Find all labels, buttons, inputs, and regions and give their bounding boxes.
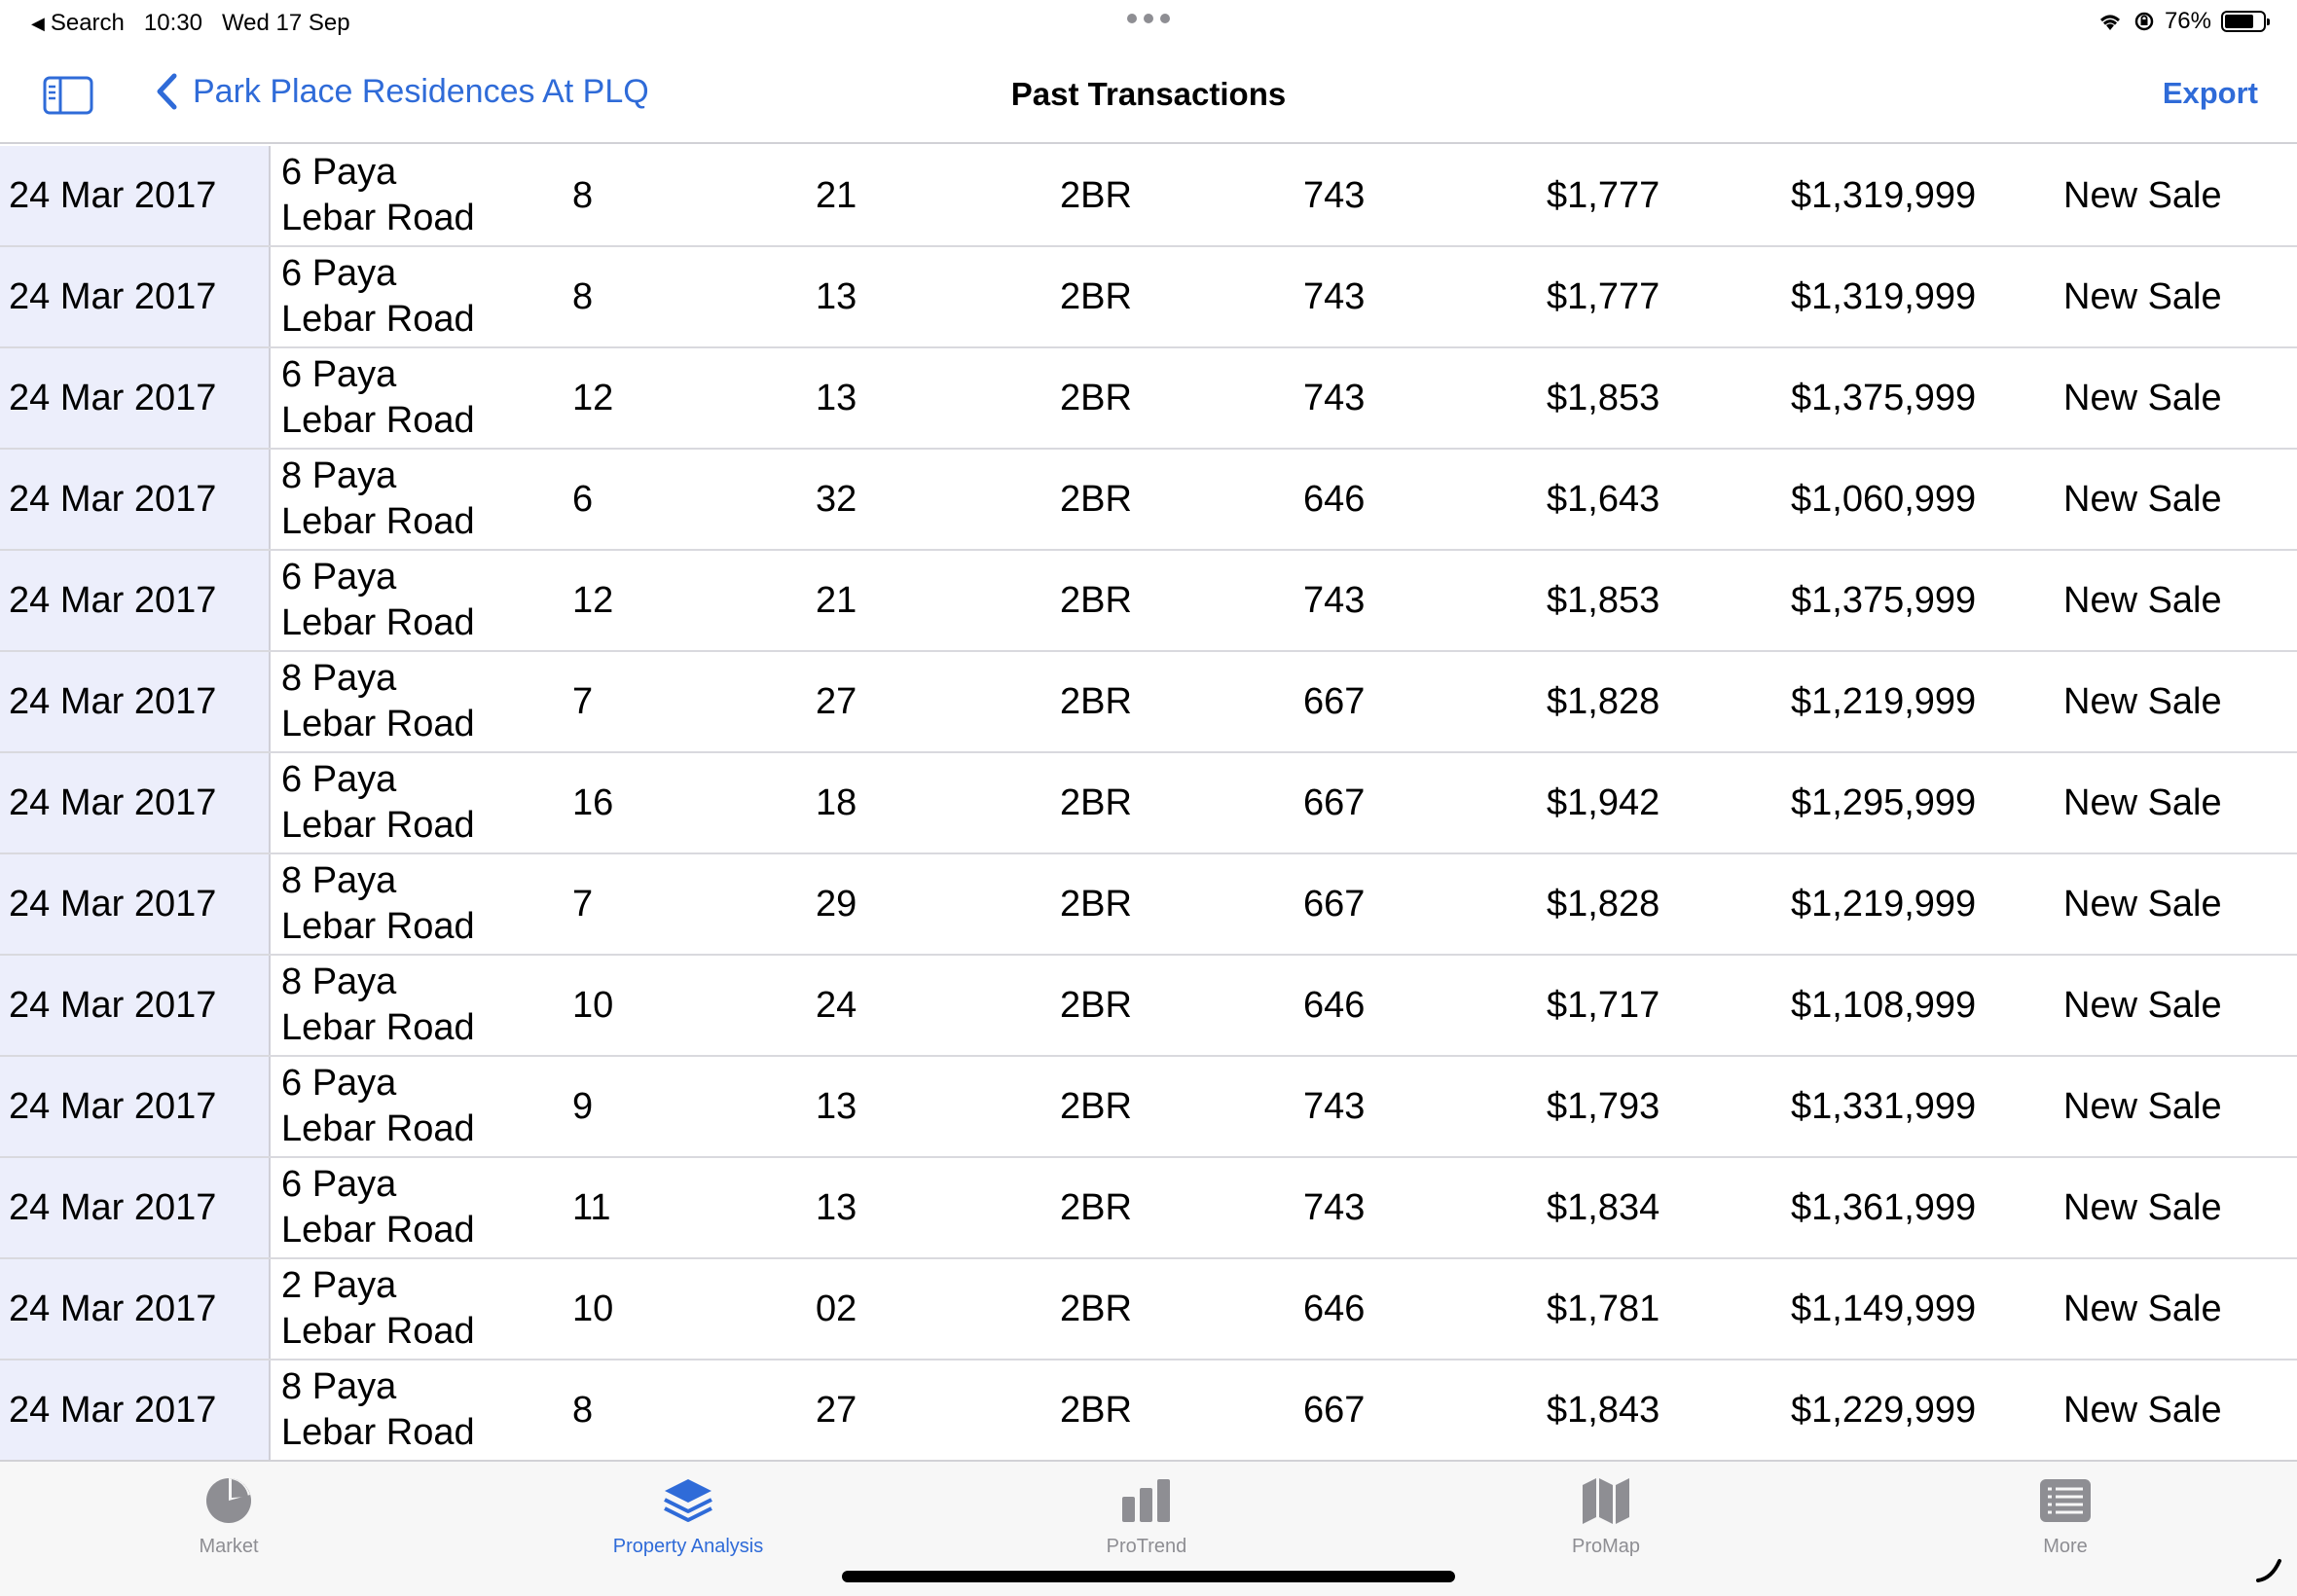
table-row[interactable] xyxy=(0,956,2297,1057)
unit-cell: 13 xyxy=(816,1186,857,1228)
price-cell: $1,375,999 xyxy=(1791,579,1977,621)
address-line-1: 6 Paya xyxy=(281,557,397,598)
address-line-2: Lebar Road xyxy=(281,906,475,947)
price-cell: $1,060,999 xyxy=(1791,478,1977,520)
unit-cell: 27 xyxy=(816,680,857,722)
price-cell: $1,295,999 xyxy=(1791,781,1977,823)
floor-cell: 12 xyxy=(572,579,614,621)
area-cell: 743 xyxy=(1303,377,1366,418)
sale-type-cell: New Sale xyxy=(2063,579,2222,621)
psf-cell: $1,643 xyxy=(1547,478,1660,520)
date-cell: 24 Mar 2017 xyxy=(0,146,271,245)
address-line-2: Lebar Road xyxy=(281,704,475,744)
tab-property-analysis[interactable] xyxy=(571,1473,805,1558)
table-row[interactable] xyxy=(0,450,2297,551)
back-button-label: Park Place Residences At PLQ xyxy=(193,72,649,110)
tab-property-analysis-label: Property Analysis xyxy=(612,1536,764,1557)
address-cell xyxy=(281,450,554,549)
address-line-2: Lebar Road xyxy=(281,501,475,542)
chevron-left-icon xyxy=(154,72,179,111)
tab-protrend[interactable] xyxy=(1030,1473,1263,1558)
unit-cell: 21 xyxy=(816,174,857,216)
wifi-icon xyxy=(2096,11,2124,32)
sale-type-cell: New Sale xyxy=(2063,680,2222,722)
address-cell xyxy=(281,1158,554,1257)
status-bar xyxy=(0,0,2297,47)
address-cell xyxy=(281,1259,554,1359)
navigation-bar xyxy=(0,47,2297,144)
sale-type-cell: New Sale xyxy=(2063,1288,2222,1329)
area-cell: 743 xyxy=(1303,1085,1366,1127)
address-cell xyxy=(281,1360,554,1460)
table-row[interactable] xyxy=(0,146,2297,247)
address-cell xyxy=(281,652,554,751)
sale-type-cell: New Sale xyxy=(2063,275,2222,317)
psf-cell: $1,793 xyxy=(1547,1085,1660,1127)
psf-cell: $1,853 xyxy=(1547,377,1660,418)
status-time: 10:30 xyxy=(143,10,202,36)
status-bar-left xyxy=(31,10,350,37)
address-line-2: Lebar Road xyxy=(281,299,475,340)
tab-protrend-label: ProTrend xyxy=(1106,1536,1187,1557)
area-cell: 743 xyxy=(1303,579,1366,621)
status-bar-right xyxy=(2096,8,2266,35)
unit-cell: 13 xyxy=(816,275,857,317)
unit-type-cell: 2BR xyxy=(1060,275,1132,317)
area-cell: 667 xyxy=(1303,883,1366,925)
area-cell: 667 xyxy=(1303,1389,1366,1431)
unit-type-cell: 2BR xyxy=(1060,1288,1132,1329)
unit-cell: 18 xyxy=(816,781,857,823)
address-cell xyxy=(281,146,554,245)
unit-type-cell: 2BR xyxy=(1060,680,1132,722)
address-line-1: 6 Paya xyxy=(281,253,397,294)
address-line-1: 8 Paya xyxy=(281,658,397,699)
psf-cell: $1,828 xyxy=(1547,680,1660,722)
unit-cell: 29 xyxy=(816,883,857,925)
floor-cell: 8 xyxy=(572,275,594,317)
address-line-2: Lebar Road xyxy=(281,1007,475,1048)
sale-type-cell: New Sale xyxy=(2063,883,2222,925)
floor-cell: 10 xyxy=(572,984,614,1026)
address-line-1: 6 Paya xyxy=(281,1063,397,1104)
price-cell: $1,229,999 xyxy=(1791,1389,1977,1431)
address-line-2: Lebar Road xyxy=(281,602,475,643)
unit-type-cell: 2BR xyxy=(1060,781,1132,823)
address-line-2: Lebar Road xyxy=(281,1108,475,1149)
unit-type-cell: 2BR xyxy=(1060,174,1132,216)
tab-market[interactable] xyxy=(112,1473,346,1558)
page-title: Past Transactions xyxy=(1010,76,1287,112)
unit-cell: 21 xyxy=(816,579,857,621)
bar-chart-icon xyxy=(1119,1473,1174,1528)
unit-cell: 32 xyxy=(816,478,857,520)
export-button[interactable]: Export xyxy=(2162,76,2258,110)
psf-cell: $1,942 xyxy=(1547,781,1660,823)
unit-cell: 13 xyxy=(816,377,857,418)
sale-type-cell: New Sale xyxy=(2063,1389,2222,1431)
quick-note-corner-icon[interactable] xyxy=(2254,1555,2283,1584)
address-cell xyxy=(281,348,554,448)
address-line-2: Lebar Road xyxy=(281,1412,475,1453)
transactions-table[interactable] xyxy=(0,146,2297,1460)
psf-cell: $1,834 xyxy=(1547,1186,1660,1228)
address-line-1: 2 Paya xyxy=(281,1265,397,1306)
list-icon xyxy=(2038,1473,2093,1528)
table-row[interactable] xyxy=(0,1259,2297,1360)
address-line-1: 6 Paya xyxy=(281,152,397,193)
sale-type-cell: New Sale xyxy=(2063,984,2222,1026)
address-line-1: 8 Paya xyxy=(281,1366,397,1407)
area-cell: 646 xyxy=(1303,478,1366,520)
price-cell: $1,331,999 xyxy=(1791,1085,1977,1127)
back-button[interactable] xyxy=(154,72,649,111)
table-row[interactable] xyxy=(0,1360,2297,1460)
address-cell xyxy=(281,956,554,1055)
area-cell: 667 xyxy=(1303,680,1366,722)
floor-cell: 10 xyxy=(572,1288,614,1329)
date-cell: 24 Mar 2017 xyxy=(0,551,271,650)
unit-type-cell: 2BR xyxy=(1060,579,1132,621)
floor-cell: 16 xyxy=(572,781,614,823)
floor-cell: 7 xyxy=(572,680,594,722)
table-row[interactable] xyxy=(0,854,2297,956)
unit-type-cell: 2BR xyxy=(1060,1085,1132,1127)
unit-cell: 02 xyxy=(816,1288,857,1329)
unit-cell: 24 xyxy=(816,984,857,1026)
orientation-lock-icon xyxy=(2133,11,2155,32)
area-cell: 743 xyxy=(1303,275,1366,317)
address-cell xyxy=(281,753,554,852)
address-line-1: 6 Paya xyxy=(281,759,397,800)
address-line-2: Lebar Road xyxy=(281,198,475,238)
sidebar-toggle-icon[interactable] xyxy=(43,76,93,115)
psf-cell: $1,781 xyxy=(1547,1288,1660,1329)
return-to-search-label: Search xyxy=(50,10,125,36)
table-row[interactable] xyxy=(0,348,2297,450)
floor-cell: 12 xyxy=(572,377,614,418)
floor-cell: 8 xyxy=(572,174,594,216)
date-cell: 24 Mar 2017 xyxy=(0,854,271,954)
sale-type-cell: New Sale xyxy=(2063,1085,2222,1127)
price-cell: $1,219,999 xyxy=(1791,883,1977,925)
price-cell: $1,149,999 xyxy=(1791,1288,1977,1329)
psf-cell: $1,777 xyxy=(1547,174,1660,216)
floor-cell: 9 xyxy=(572,1085,594,1127)
unit-type-cell: 2BR xyxy=(1060,883,1132,925)
date-cell: 24 Mar 2017 xyxy=(0,956,271,1055)
sale-type-cell: New Sale xyxy=(2063,1186,2222,1228)
date-cell: 24 Mar 2017 xyxy=(0,348,271,448)
floor-cell: 8 xyxy=(572,1389,594,1431)
date-cell: 24 Mar 2017 xyxy=(0,1158,271,1257)
battery-percent: 76% xyxy=(2164,8,2211,34)
date-cell: 24 Mar 2017 xyxy=(0,247,271,346)
date-cell: 24 Mar 2017 xyxy=(0,1057,271,1156)
area-cell: 646 xyxy=(1303,1288,1366,1329)
address-line-2: Lebar Road xyxy=(281,805,475,846)
address-cell xyxy=(281,854,554,954)
address-cell xyxy=(281,551,554,650)
back-triangle-icon: ◀ xyxy=(31,13,45,33)
pie-chart-icon xyxy=(201,1473,256,1528)
sale-type-cell: New Sale xyxy=(2063,478,2222,520)
price-cell: $1,219,999 xyxy=(1791,680,1977,722)
address-line-2: Lebar Road xyxy=(281,400,475,441)
floor-cell: 6 xyxy=(572,478,594,520)
price-cell: $1,375,999 xyxy=(1791,377,1977,418)
unit-type-cell: 2BR xyxy=(1060,1186,1132,1228)
sale-type-cell: New Sale xyxy=(2063,781,2222,823)
status-date: Wed 17 Sep xyxy=(221,10,350,36)
tab-market-label: Market xyxy=(199,1536,259,1557)
psf-cell: $1,717 xyxy=(1547,984,1660,1026)
price-cell: $1,319,999 xyxy=(1791,174,1977,216)
table-row[interactable] xyxy=(0,753,2297,854)
address-cell xyxy=(281,247,554,346)
unit-cell: 13 xyxy=(816,1085,857,1127)
area-cell: 743 xyxy=(1303,1186,1366,1228)
psf-cell: $1,777 xyxy=(1547,275,1660,317)
address-line-2: Lebar Road xyxy=(281,1311,475,1352)
tab-promap[interactable] xyxy=(1489,1473,1723,1558)
unit-cell: 27 xyxy=(816,1389,857,1431)
address-line-1: 6 Paya xyxy=(281,1164,397,1205)
psf-cell: $1,853 xyxy=(1547,579,1660,621)
multitasking-dots-icon[interactable] xyxy=(1127,14,1170,23)
floor-cell: 7 xyxy=(572,883,594,925)
table-row[interactable] xyxy=(0,247,2297,348)
price-cell: $1,319,999 xyxy=(1791,275,1977,317)
address-line-1: 6 Paya xyxy=(281,354,397,395)
date-cell: 24 Mar 2017 xyxy=(0,652,271,751)
area-cell: 646 xyxy=(1303,984,1366,1026)
floor-cell: 11 xyxy=(572,1186,611,1228)
return-to-search[interactable] xyxy=(31,10,125,37)
area-cell: 743 xyxy=(1303,174,1366,216)
date-cell: 24 Mar 2017 xyxy=(0,1259,271,1359)
address-line-1: 8 Paya xyxy=(281,860,397,901)
table-row[interactable] xyxy=(0,1057,2297,1158)
map-icon xyxy=(1579,1473,1633,1528)
unit-type-cell: 2BR xyxy=(1060,984,1132,1026)
address-line-1: 8 Paya xyxy=(281,455,397,496)
address-line-1: 8 Paya xyxy=(281,961,397,1002)
price-cell: $1,108,999 xyxy=(1791,984,1977,1026)
address-cell xyxy=(281,1057,554,1156)
tab-more[interactable] xyxy=(1949,1473,2182,1558)
home-indicator[interactable] xyxy=(842,1571,1455,1582)
tab-more-label: More xyxy=(2043,1536,2088,1557)
date-cell: 24 Mar 2017 xyxy=(0,1360,271,1460)
layers-icon xyxy=(661,1473,715,1528)
date-cell: 24 Mar 2017 xyxy=(0,450,271,549)
sale-type-cell: New Sale xyxy=(2063,377,2222,418)
area-cell: 667 xyxy=(1303,781,1366,823)
table-row[interactable] xyxy=(0,652,2297,753)
table-row[interactable] xyxy=(0,1158,2297,1259)
table-row[interactable] xyxy=(0,551,2297,652)
date-cell: 24 Mar 2017 xyxy=(0,753,271,852)
tab-promap-label: ProMap xyxy=(1571,1536,1641,1557)
price-cell: $1,361,999 xyxy=(1791,1186,1977,1228)
unit-type-cell: 2BR xyxy=(1060,377,1132,418)
address-line-2: Lebar Road xyxy=(281,1210,475,1251)
battery-icon xyxy=(2221,11,2266,32)
sale-type-cell: New Sale xyxy=(2063,174,2222,216)
unit-type-cell: 2BR xyxy=(1060,478,1132,520)
psf-cell: $1,843 xyxy=(1547,1389,1660,1431)
psf-cell: $1,828 xyxy=(1547,883,1660,925)
unit-type-cell: 2BR xyxy=(1060,1389,1132,1431)
